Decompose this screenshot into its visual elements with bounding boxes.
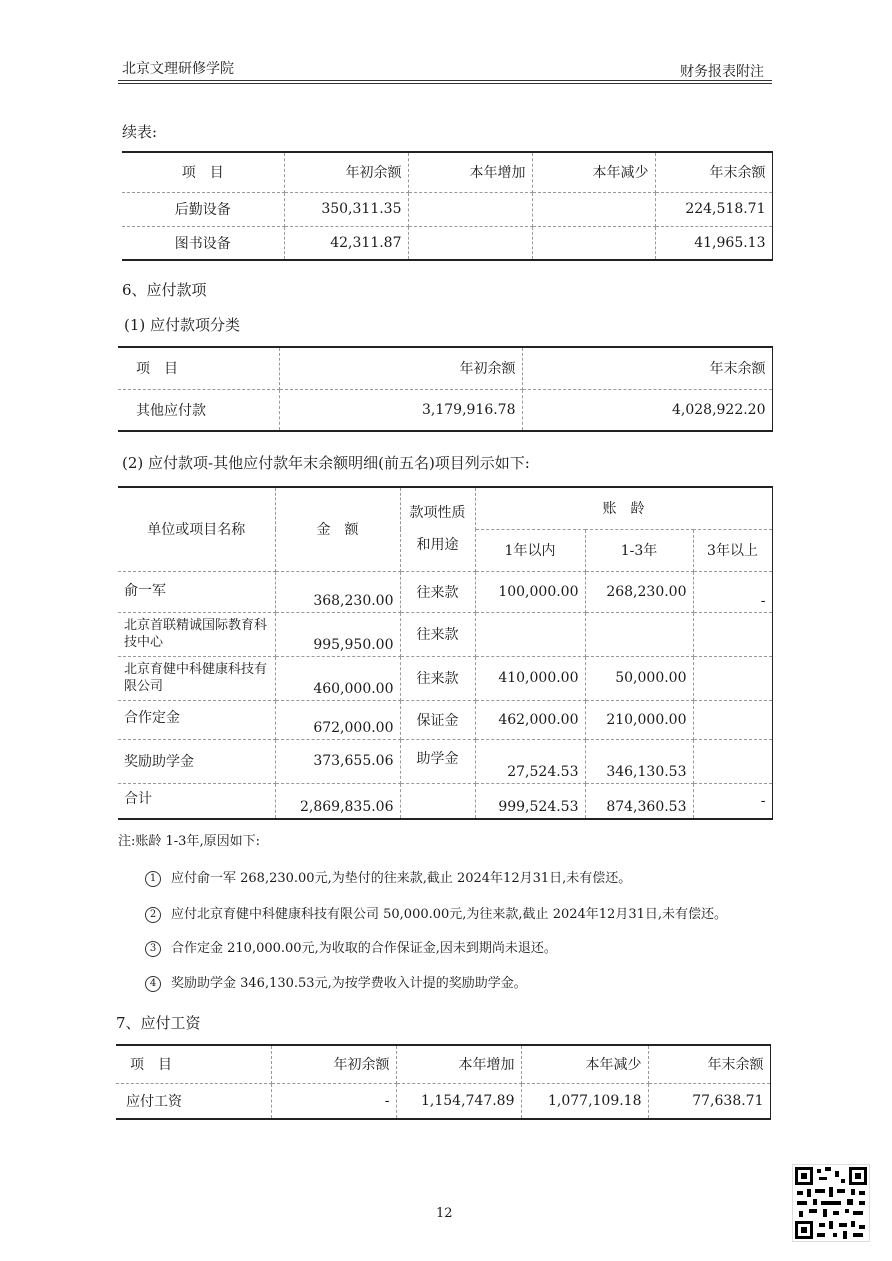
page-number: 12: [436, 1206, 453, 1221]
cell-name: 合计: [118, 783, 275, 819]
table-row: [118, 612, 772, 656]
col-header-opening: 年初余额: [284, 152, 408, 192]
note-item: [145, 867, 631, 887]
cell-item: 应付工资: [116, 1083, 271, 1119]
cell-aging-1y: 100,000.00: [475, 571, 585, 612]
cell-aging-1y: 999,524.53: [475, 783, 585, 819]
cell-decrease: [532, 226, 655, 260]
table-row: [118, 389, 772, 431]
note-text: 应付俞一军 268,230.00元,为垫付的往来款,截止 2024年12月31日,未有偿还。: [171, 871, 632, 886]
section-6-1-heading: (1) 应付款项分类: [124, 316, 241, 334]
cell-amount: 2,869,835.06: [275, 783, 400, 819]
cell-nature: 往来款: [400, 656, 475, 700]
header-rule: [118, 80, 772, 81]
col-header-nature-line1: 款项性质: [409, 505, 466, 522]
cell-aging-1y: [475, 612, 585, 656]
cell-item: 图书设备: [122, 226, 284, 260]
note-number-badge: 2: [145, 907, 161, 923]
cell-nature: [400, 783, 475, 819]
other-payables-detail-table: [118, 486, 773, 820]
col-header-item: 项 目: [116, 1045, 271, 1083]
note-item: [145, 972, 527, 992]
cell-nature: 保证金: [400, 700, 475, 739]
qr-code-graphic: [793, 1165, 869, 1241]
cell-aging-3y-plus: -: [693, 571, 772, 612]
header-rule-2: [118, 83, 772, 84]
col-header-aging-3y-plus: 3年以上: [693, 529, 772, 571]
qr-code-image: [792, 1164, 870, 1242]
col-header-opening: 年初余额: [279, 347, 522, 389]
note-number-badge: 3: [145, 941, 161, 957]
note-text: 合作定金 210,000.00元,为收取的合作保证金,因未到期尚未退还。: [171, 941, 557, 956]
cell-amount: 672,000.00: [275, 700, 400, 739]
col-header-increase: 本年增加: [408, 152, 532, 192]
cell-opening: 350,311.35: [284, 192, 408, 226]
cell-closing: 4,028,922.20: [522, 389, 772, 431]
col-header-increase: 本年增加: [396, 1045, 521, 1083]
cell-nature: 助学金: [400, 739, 475, 783]
col-header-nature: [400, 487, 475, 571]
section-6-heading: 6、应付款项: [122, 281, 207, 299]
continued-label: 续表:: [122, 123, 158, 141]
col-header-aging: 账 龄: [475, 487, 772, 529]
col-header-nature-line2: 和用途: [416, 537, 459, 554]
col-header-amount: 金 额: [275, 487, 400, 571]
cell-aging-3y-plus: [693, 739, 772, 783]
cell-opening: -: [271, 1083, 396, 1119]
header-doc-type: 财务报表附注: [680, 64, 764, 80]
note-item: [145, 937, 557, 957]
note-number-badge: 4: [145, 976, 161, 992]
col-header-aging-1y: 1年以内: [475, 529, 585, 571]
note-item: [145, 903, 727, 923]
cell-decrease: [532, 192, 655, 226]
section-6-2-heading: (2) 应付款项-其他应付款年末余额明细(前五名)项目列示如下:: [122, 454, 530, 472]
table-row: [118, 739, 772, 783]
cell-nature: 往来款: [400, 571, 475, 612]
cell-aging-1-3y: [585, 612, 693, 656]
cell-increase: [408, 226, 532, 260]
cell-aging-3y-plus: [693, 612, 772, 656]
cell-aging-3y-plus: [693, 700, 772, 739]
cell-increase: 1,154,747.89: [396, 1083, 521, 1119]
table-header-row: [116, 1045, 770, 1083]
section-7-heading: 7、应付工资: [116, 1014, 201, 1032]
cell-opening: 42,311.87: [284, 226, 408, 260]
cell-name: 奖励助学金: [118, 739, 275, 783]
note-text: 应付北京育健中科健康科技有限公司 50,000.00元,为往来款,截止 2024年12月31日,未有偿还。: [171, 907, 727, 922]
cell-amount: 373,655.06: [275, 739, 400, 783]
col-header-name: 单位或项目名称: [118, 487, 275, 571]
cell-aging-1y: 27,524.53: [475, 739, 585, 783]
cell-aging-1-3y: 346,130.53: [585, 739, 693, 783]
cell-nature: 往来款: [400, 612, 475, 656]
cell-name: 合作定金: [118, 700, 275, 739]
cell-amount: 460,000.00: [275, 656, 400, 700]
payables-classification-table: [118, 346, 773, 432]
col-header-item: 项 目: [122, 152, 284, 192]
cell-amount: 995,950.00: [275, 612, 400, 656]
wages-payable-table: [116, 1044, 771, 1120]
col-header-closing: 年末余额: [655, 152, 772, 192]
col-header-aging-1-3y: 1-3年: [585, 529, 693, 571]
table-row: [118, 571, 772, 612]
cell-increase: [408, 192, 532, 226]
col-header-opening: 年初余额: [271, 1045, 396, 1083]
cell-closing: 77,638.71: [648, 1083, 770, 1119]
aging-note-title: 注:账龄 1-3年,原因如下:: [118, 834, 260, 849]
col-header-decrease: 本年减少: [532, 152, 655, 192]
note-number-badge: 1: [145, 871, 161, 887]
table-header-row: [122, 152, 772, 192]
table-row: [122, 226, 772, 260]
table-total-row: [118, 783, 772, 819]
col-header-item: 项 目: [118, 347, 279, 389]
cell-aging-3y-plus: -: [693, 783, 772, 819]
table-row: [118, 656, 772, 700]
cell-item: 其他应付款: [118, 389, 279, 431]
fixed-assets-continued-table: [122, 151, 773, 261]
cell-amount: 368,230.00: [275, 571, 400, 612]
note-text: 奖励助学金 346,130.53元,为按学费收入计提的奖励助学金。: [171, 976, 527, 991]
header-org: 北京文理研修学院: [122, 61, 234, 77]
table-header-row: [118, 347, 772, 389]
cell-aging-1y: 462,000.00: [475, 700, 585, 739]
table-row: [118, 700, 772, 739]
cell-name: 北京首联精诚国际教育科技中心: [118, 612, 275, 656]
table-row: [116, 1083, 770, 1119]
cell-aging-1y: 410,000.00: [475, 656, 585, 700]
cell-decrease: 1,077,109.18: [521, 1083, 648, 1119]
cell-aging-1-3y: 50,000.00: [585, 656, 693, 700]
cell-name: 俞一军: [118, 571, 275, 612]
table-header-row: [118, 487, 772, 529]
col-header-closing: 年末余额: [522, 347, 772, 389]
cell-closing: 224,518.71: [655, 192, 772, 226]
col-header-decrease: 本年减少: [521, 1045, 648, 1083]
cell-opening: 3,179,916.78: [279, 389, 522, 431]
cell-aging-1-3y: 210,000.00: [585, 700, 693, 739]
cell-item: 后勤设备: [122, 192, 284, 226]
cell-aging-3y-plus: [693, 656, 772, 700]
cell-name: 北京育健中科健康科技有限公司: [118, 656, 275, 700]
cell-aging-1-3y: 268,230.00: [585, 571, 693, 612]
cell-closing: 41,965.13: [655, 226, 772, 260]
table-row: [122, 192, 772, 226]
col-header-closing: 年末余额: [648, 1045, 770, 1083]
cell-aging-1-3y: 874,360.53: [585, 783, 693, 819]
